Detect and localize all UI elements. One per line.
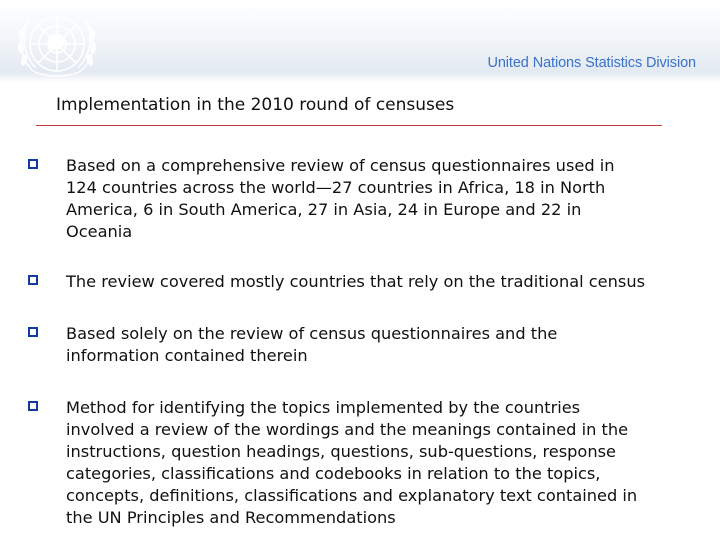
square-bullet-icon (28, 401, 38, 411)
bullet-item (28, 397, 720, 529)
bullet-item (28, 271, 720, 293)
square-bullet-icon (28, 327, 38, 337)
bullet-item (28, 155, 720, 243)
title-divider (36, 125, 662, 126)
bullet-text: The review covered mostly countries that rely on the traditional census (66, 272, 646, 291)
slide-title: Implementation in the 2010 round of censuses (56, 95, 455, 115)
bullet-text: Based on a comprehensive review of census questionnaires used in 124 countries across the world—27 countries in Africa, 18 in North America, 6 in South America, 27 in Asia, 24 in Europe and 22 in Oceania (66, 156, 615, 241)
organization-name: United Nations Statistics Division (487, 55, 696, 71)
bullet-item (28, 323, 720, 367)
square-bullet-icon (28, 159, 38, 169)
un-emblem-icon (14, 6, 100, 80)
square-bullet-icon (28, 275, 38, 285)
bullet-text: Method for identifying the topics implemented by the countries involved a review of the wordings and the meanings contained in the instructions, question headings, questions, sub-questions, response categories, classifications and codebooks in relation to the topics, concepts, definitions, classifications and explanatory text contained in the UN Principles and Recommendations (66, 398, 638, 527)
bullet-text: Based solely on the review of census questionnaires and the information contained therein (66, 324, 558, 365)
